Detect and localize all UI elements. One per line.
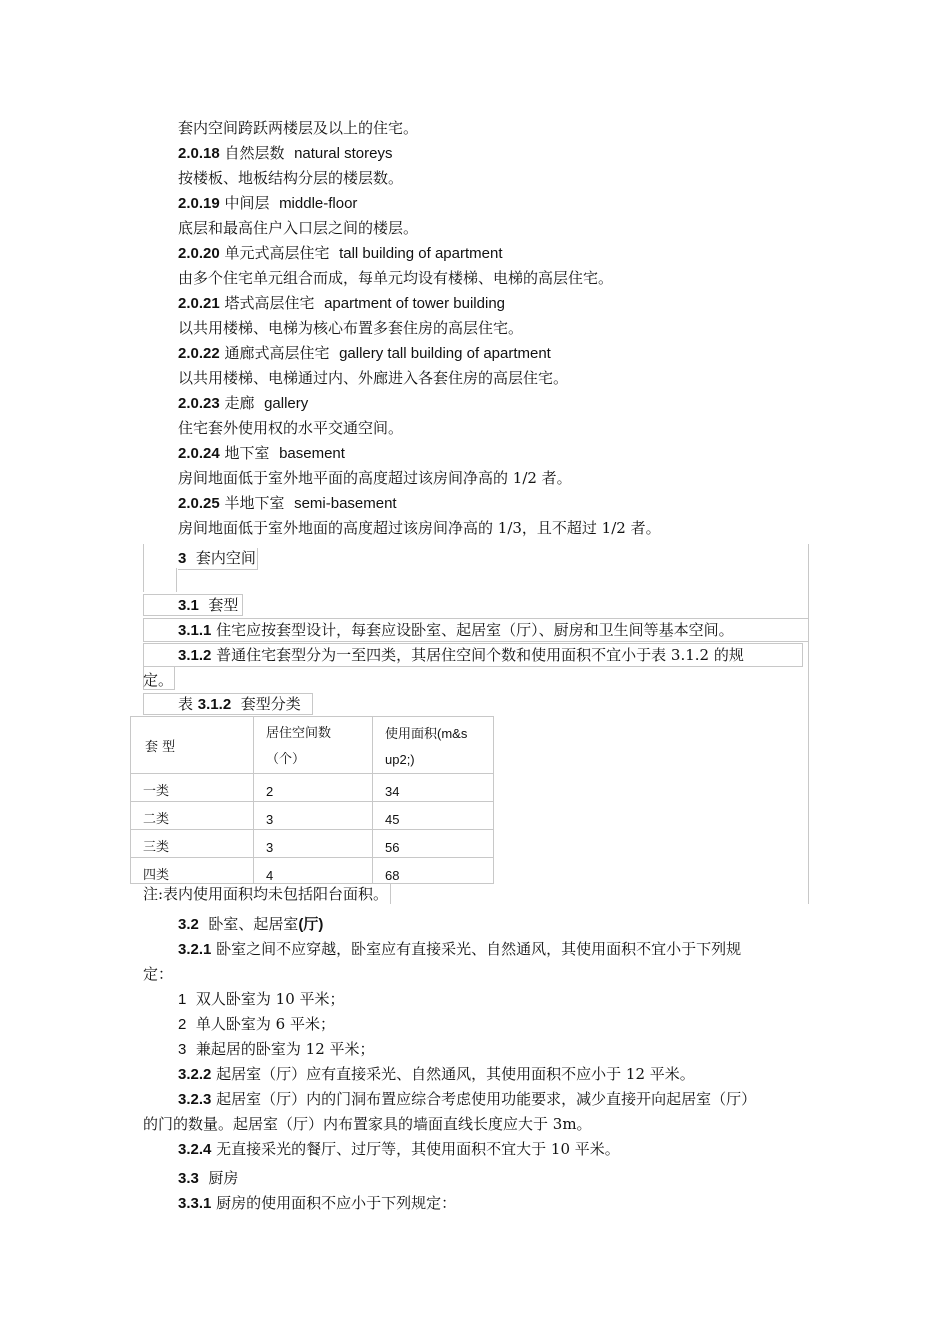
clause-number: 3.2.3 <box>178 1091 212 1108</box>
table-header-cell: 套 型 <box>131 717 254 774</box>
definition-text: 房间地面低于室外地面的高度超过该房间净高的 1/3，且不超过 1/2 者。 <box>178 519 661 537</box>
clause-number: 2.0.25 <box>178 495 220 512</box>
section-heading <box>178 1168 238 1189</box>
definition-text: 以共用楼梯、电梯为核心布置多套住房的高层住宅。 <box>178 319 524 337</box>
header-line: 使用面积(m&s <box>385 726 468 741</box>
definition-text: 套内空间跨跃两楼层及以上的住宅。 <box>178 119 419 137</box>
header-line: up2;) <box>385 752 415 767</box>
table-header-row <box>131 717 494 774</box>
list-text: 兼起居的卧室为 12 平米； <box>195 1040 375 1058</box>
term-heading <box>178 443 345 464</box>
table-row <box>131 774 494 802</box>
term-heading <box>178 293 505 314</box>
clause <box>178 1064 695 1085</box>
section-number: 3.1 <box>178 597 199 614</box>
term-heading <box>178 393 308 414</box>
frame-line <box>808 544 809 904</box>
clause-number: 3.3.1 <box>178 1195 212 1212</box>
table-cell: 4 <box>254 858 373 884</box>
table-row <box>131 830 494 858</box>
term-en: gallery <box>264 395 309 412</box>
clause-text: 普通住宅套型分为一至四类，其居住空间个数和使用面积不宜小于表 3.1.2 的规 <box>216 646 744 664</box>
clause-number: 2.0.20 <box>178 245 220 262</box>
list-number: 3 <box>178 1041 187 1058</box>
table-note: 注:表内使用面积均未包括阳台面积。 <box>143 884 391 904</box>
table-cell: 45 <box>373 802 494 830</box>
term-zh: 半地下室 <box>224 494 285 512</box>
section-number: 3.3 <box>178 1170 199 1187</box>
term-heading <box>178 193 357 214</box>
section-title: 套内空间 <box>195 549 256 567</box>
section-heading <box>178 914 323 935</box>
term-en: gallery tall building of apartment <box>339 345 551 362</box>
term-heading <box>178 493 397 514</box>
table-cell: 四类 <box>131 858 254 884</box>
table-cell: 68 <box>373 858 494 884</box>
definition-text: 住宅套外使用权的水平交通空间。 <box>178 419 404 437</box>
term-en: middle-floor <box>279 195 358 212</box>
section-title: 卧室、起居室 <box>208 915 299 933</box>
clause <box>178 1139 620 1160</box>
list-text: 双人卧室为 10 平米； <box>195 990 345 1008</box>
term-zh: 中间层 <box>224 194 270 212</box>
unit-type-table <box>130 716 494 884</box>
term-en: apartment of tower building <box>324 295 505 312</box>
term-en: basement <box>279 445 345 462</box>
table-header-cell <box>373 717 494 774</box>
term-zh: 自然层数 <box>224 144 285 162</box>
term-zh: 单元式高层住宅 <box>224 244 330 262</box>
clause-number: 2.0.18 <box>178 145 220 162</box>
term-en: tall building of apartment <box>339 245 503 262</box>
section-title: 套型 <box>208 596 239 614</box>
table-row <box>131 802 494 830</box>
frame-line <box>176 568 177 592</box>
section-heading <box>178 548 258 570</box>
list-number: 1 <box>178 991 187 1008</box>
clause <box>178 939 741 960</box>
term-heading <box>178 343 551 364</box>
definition-text: 底层和最高住户入口层之间的楼层。 <box>178 219 419 237</box>
clause-text: 起居室（厅）内的门洞布置应综合考虑使用功能要求，减少直接开向起居室（厅） <box>216 1090 757 1108</box>
clause-continuation: 定。 <box>143 671 174 689</box>
list-item <box>178 1014 335 1035</box>
term-zh: 地下室 <box>224 444 270 462</box>
table-cell: 34 <box>373 774 494 802</box>
clause-number: 3.2.2 <box>178 1066 212 1083</box>
definition-text: 房间地面低于室外地平面的高度超过该房间净高的 1/2 者。 <box>178 469 572 487</box>
table-cell: 三类 <box>131 830 254 858</box>
table-header-cell <box>254 717 373 774</box>
header-line: （个） <box>266 752 306 767</box>
table-cell: 3 <box>254 802 373 830</box>
table-caption <box>178 694 301 715</box>
list-item <box>178 989 345 1010</box>
table-cell: 56 <box>373 830 494 858</box>
caption-number: 3.1.2 <box>197 696 232 713</box>
clause-number: 2.0.19 <box>178 195 220 212</box>
table-cell: 2 <box>254 774 373 802</box>
section-title-paren: (厅) <box>298 916 324 933</box>
list-number: 2 <box>178 1016 187 1033</box>
clause-number: 3.2.4 <box>178 1141 212 1158</box>
definition-text: 以共用楼梯、电梯通过内、外廊进入各套住房的高层住宅。 <box>178 369 569 387</box>
clause-number: 2.0.24 <box>178 445 220 462</box>
clause-continuation: 定： <box>143 965 174 983</box>
frame-line <box>143 544 144 592</box>
clause-text: 厨房的使用面积不应小于下列规定： <box>216 1194 457 1212</box>
section-number: 3 <box>178 550 187 567</box>
term-zh: 塔式高层住宅 <box>224 294 315 312</box>
list-text: 单人卧室为 6 平米； <box>195 1015 335 1033</box>
section-number: 3.2 <box>178 916 199 933</box>
term-en: natural storeys <box>294 145 393 162</box>
caption-title: 套型分类 <box>240 695 301 713</box>
table-cell: 一类 <box>131 774 254 802</box>
table-cell: 3 <box>254 830 373 858</box>
clause-number: 3.1.2 <box>178 647 212 664</box>
caption-prefix: 表 <box>178 695 194 713</box>
clause <box>178 1193 456 1214</box>
definition-text: 由多个住宅单元组合而成，每单元均设有楼梯、电梯的高层住宅。 <box>178 269 614 287</box>
list-item <box>178 1039 375 1060</box>
clause-text: 卧室之间不应穿越，卧室应有直接采光、自然通风，其使用面积不宜小于下列规 <box>216 940 742 958</box>
clause-text: 起居室（厅）应有直接采光、自然通风，其使用面积不应小于 12 平米。 <box>216 1065 695 1083</box>
clause <box>178 645 744 666</box>
clause-text: 住宅应按套型设计，每套应设卧室、起居室（厅）、厨房和卫生间等基本空间。 <box>216 621 734 639</box>
term-zh: 通廊式高层住宅 <box>224 344 330 362</box>
clause-continuation: 的门的数量。起居室（厅）内布置家具的墙面直线长度应大于 3m。 <box>143 1115 592 1133</box>
clause-number: 3.1.1 <box>178 622 212 639</box>
section-heading <box>178 595 238 616</box>
table-row <box>131 858 494 884</box>
header-line: 居住空间数 <box>266 726 332 741</box>
term-heading <box>178 243 503 264</box>
clause-text: 无直接采光的餐厅、过厅等，其使用面积不宜大于 10 平米。 <box>216 1140 620 1158</box>
term-heading <box>178 143 392 164</box>
definition-text: 按楼板、地板结构分层的楼层数。 <box>178 169 404 187</box>
term-zh: 走廊 <box>224 394 255 412</box>
clause-number: 3.2.1 <box>178 941 212 958</box>
clause-number: 2.0.21 <box>178 295 220 312</box>
term-en: semi-basement <box>294 495 397 512</box>
clause-number: 2.0.23 <box>178 395 220 412</box>
table-cell: 二类 <box>131 802 254 830</box>
section-title: 厨房 <box>208 1169 239 1187</box>
clause <box>178 1089 756 1110</box>
clause <box>178 620 734 641</box>
clause-number: 2.0.22 <box>178 345 220 362</box>
